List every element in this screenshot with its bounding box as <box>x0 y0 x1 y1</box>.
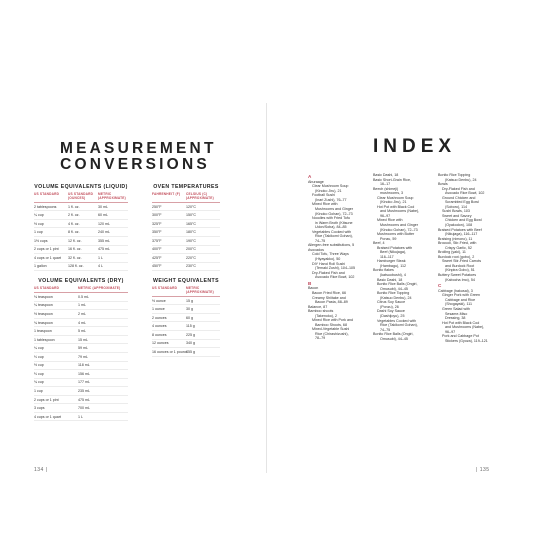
volume-liquid-table <box>34 184 128 271</box>
table-row <box>152 305 220 314</box>
column-header: METRIC (APPROXIMATE) <box>186 286 214 294</box>
index-entry-continuation: Bamboo Shoots, 68 <box>315 322 347 327</box>
index-subentry: Bonito Rice Balls (Ongiri, <box>377 282 418 287</box>
index-entry-continuation: and Mushrooms (Nabe), <box>380 209 420 214</box>
table-cell: 1 tablespoon <box>34 337 55 342</box>
index-entry: Avocados <box>308 247 324 252</box>
index-entry-continuation: Rice (Takikomi Gohan), <box>315 234 353 239</box>
table-cell: ¾ cup <box>34 380 44 385</box>
index-subentry: Mushrooms with Butter <box>377 232 415 237</box>
index-subentry: Mixed Rice with <box>312 202 338 207</box>
table-cell: 2 tablespoons <box>34 204 57 209</box>
index-subentry: Citrus Soy Sauce <box>377 300 406 305</box>
table-cell: ¾ teaspoon <box>34 320 53 325</box>
index-subentry: Ground Chicken and <box>442 195 476 200</box>
title-line-2: CONVERSIONS <box>60 156 210 174</box>
table-cell: 177 mL <box>78 380 90 385</box>
index-subentry: Mixed-Vegetable Sushi <box>312 327 350 332</box>
table-cell: 375°F <box>152 238 162 243</box>
column-header: FAHRENHEIT (F) <box>152 192 181 196</box>
table-cell: ½ ounce <box>152 298 166 303</box>
table-cell: 340 g <box>186 341 195 346</box>
index-subentry: Green Salad with <box>442 307 470 311</box>
index-entry: Beech (shimeji) <box>373 186 399 191</box>
page-title <box>60 140 217 174</box>
table-row <box>34 353 128 362</box>
table-cell: 79 mL <box>78 354 88 359</box>
table-row <box>34 404 128 413</box>
table-row <box>34 379 128 388</box>
index-entry: Burdock root (gobo), 2 <box>438 254 475 259</box>
table-row <box>34 387 128 396</box>
table-cell: 1½ cups <box>34 238 48 243</box>
table-row <box>152 237 220 246</box>
index-entry: Bacon <box>308 286 319 291</box>
index-entry-continuation: Omusubi), 44–45 <box>380 336 408 341</box>
index-subentry: Football Sushi <box>312 193 336 198</box>
index-entry: Basic Dashi, 18 <box>373 173 399 177</box>
table-cell: 12 fl. oz. <box>68 238 82 243</box>
table-cell: 15 mL <box>78 337 88 342</box>
table-row <box>152 246 220 255</box>
table-row <box>152 228 220 237</box>
table-title: VOLUME EQUIVALENTS (LIQUID) <box>34 184 128 190</box>
index-entry-continuation: (Kinoko Jiru), 21 <box>380 200 407 205</box>
index-entry-continuation: and Mushrooms (Nabe), <box>445 325 485 330</box>
index-entry: Bonito Rice Topping <box>438 173 471 177</box>
index-subentry: Mixed Rice with <box>377 218 403 223</box>
weight-equivalents-table <box>152 278 220 357</box>
index-entry-continuation: Chicken and Egg Bowl <box>445 218 482 223</box>
table-row <box>34 263 128 272</box>
index-subentry: Sushi Bowls, 103 <box>442 209 470 214</box>
table-body <box>34 203 128 271</box>
index-subentry: Bacon Fried Rice, 66 <box>312 290 346 295</box>
table-cell: ½ cup <box>34 363 44 368</box>
table-cell: 180°C <box>186 230 197 235</box>
table-row <box>152 331 220 340</box>
index-entry-continuation: (Inari Zushi), 76–77 <box>315 197 347 202</box>
table-cell: 150°C <box>186 213 197 218</box>
table-cell: 1 teaspoon <box>34 329 52 334</box>
table-cell: 190°C <box>186 238 197 243</box>
table-row <box>34 246 128 255</box>
table-cell: 4 cups or 1 quart <box>34 255 61 260</box>
index-subentry: Sweet and Savory <box>442 213 472 218</box>
index-entry-continuation: Crispy Garlic, 52 <box>445 245 472 250</box>
table-cell: 3 cups <box>34 406 45 411</box>
index-entry-continuation: 96–97 <box>380 213 391 218</box>
column-header: US STANDARD <box>34 286 60 290</box>
index-entry-continuation: (Katsuo Denbu), 24 <box>380 295 412 300</box>
table-cell: 1 cup <box>34 230 43 235</box>
index-column-1 <box>308 173 368 341</box>
index-entry-continuation: (Hambagu), 112 <box>380 263 407 268</box>
table-cell: 700 mL <box>78 406 90 411</box>
table-cell: ¼ cup <box>34 346 44 351</box>
table-cell: ⅔ cup <box>34 371 44 376</box>
index-title: INDEX <box>373 136 457 157</box>
index-entry: Basic Short-Grain Rice, <box>373 177 412 182</box>
index-entry: Beef, 4 <box>373 241 385 246</box>
table-body <box>34 293 128 421</box>
index-subentry: Basic Dashi, 18 <box>377 277 403 282</box>
index-subentry: Clear Mushroom Soup <box>312 184 349 189</box>
table-row <box>152 203 220 212</box>
table-cell: 220°C <box>186 255 197 260</box>
table-cell: 400°F <box>152 247 162 252</box>
index-entry-continuation: (katsuobushi), 4 <box>380 273 406 278</box>
index-subentry: Creamy Shiitake and <box>312 295 346 300</box>
index-subentry: Dashi Soy Sauce <box>377 309 405 314</box>
index-subentry: Dry-Flaked Fish and <box>312 270 345 275</box>
index-entry-continuation: (Kinoko Gohan), 72–73 <box>380 227 418 232</box>
table-row <box>34 344 128 353</box>
index-entry-continuation: 96–97 <box>445 329 456 334</box>
table-cell: 230°C <box>186 264 197 269</box>
table-cell: 0.5 mL <box>78 294 89 299</box>
table-cell: 4 ounces <box>152 324 167 329</box>
table-cell: 12 ounces <box>152 341 169 346</box>
table-row <box>152 297 220 306</box>
index-entry-continuation: (Kinoko Gohan), 72–73 <box>315 211 353 216</box>
table-row <box>152 263 220 272</box>
oven-temperatures-table <box>152 184 220 271</box>
table-cell: 200°C <box>186 247 197 252</box>
index-subentry: Ginger Pork with Green <box>442 293 481 298</box>
table-row <box>34 370 128 379</box>
table-cell: 240 mL <box>98 230 110 235</box>
table-body <box>152 203 220 271</box>
table-cell: 4 mL <box>78 320 86 325</box>
index-entry: Bonito Rice Balls (Ongiri, <box>373 332 414 337</box>
index-subentry: Bonito Rice Topping <box>377 291 410 296</box>
index-subentry: Pork and Cabbage Pot <box>442 334 479 339</box>
table-row <box>152 211 220 220</box>
table-body <box>152 297 220 357</box>
table-row <box>34 237 128 246</box>
index-entry-continuation: (Dashijoyu), 25 <box>380 313 405 318</box>
book-spread <box>0 103 533 473</box>
index-entry-continuation: Avocado Rice Bowl, 102 <box>315 275 355 280</box>
table-cell: ½ teaspoon <box>34 312 53 317</box>
table-row <box>34 302 128 311</box>
right-page <box>267 103 533 473</box>
table-header <box>34 193 128 203</box>
index-entry-continuation: 74–75 <box>380 327 391 332</box>
page-number: | 135 <box>476 467 490 473</box>
index-entry-continuation: (Kabocha Imo), 54 <box>445 277 475 282</box>
table-cell: 300°F <box>152 213 162 218</box>
table-row <box>34 211 128 220</box>
table-cell: 455 g <box>186 349 195 354</box>
table-cell: 1 L <box>78 414 83 419</box>
index-subentry: Braised Potatoes with <box>377 245 413 250</box>
table-cell: 115 g <box>186 324 195 329</box>
table-cell: 120 mL <box>98 221 110 226</box>
index-entry-continuation: Bacon Pasta, 88–89 <box>315 300 348 305</box>
table-cell: 8 fl. oz. <box>68 230 80 235</box>
index-entry-continuation: Rice (Chirashizushi), <box>315 331 349 336</box>
index-entry-continuation: (Kinpira Gobo), 51 <box>445 268 475 273</box>
column-header: US STANDARD <box>152 286 178 290</box>
table-cell: 2 ounces <box>152 315 167 320</box>
index-entry-continuation: 16–17 <box>380 182 391 187</box>
table-cell: ½ cup <box>34 221 44 226</box>
index-column-3 <box>438 173 498 343</box>
index-subentry: Clear Mushroom Soup <box>377 195 414 200</box>
index-subentry: Mixed Rice with Pork and <box>312 318 354 323</box>
table-cell: 1 L <box>98 255 103 260</box>
table-cell: 350°F <box>152 230 162 235</box>
table-cell: 475 mL <box>98 247 110 252</box>
table-row <box>34 396 128 405</box>
table-row <box>34 310 128 319</box>
table-cell: ¼ teaspoon <box>34 303 53 308</box>
table-cell: 4 fl. oz. <box>68 221 80 226</box>
column-header: US STANDARD (OUNCES) <box>68 192 94 200</box>
index-entry-continuation: Omusubi), 44–45 <box>380 286 408 291</box>
index-entry-continuation: Avocado Rice Bowl, 102 <box>445 191 485 196</box>
table-cell: 1 cup <box>34 388 43 393</box>
table-cell: 450°F <box>152 264 162 269</box>
table-cell: 1 gallon <box>34 264 47 269</box>
table-row <box>152 254 220 263</box>
index-subentry: Dry-Flaked Fish and <box>442 186 475 191</box>
index-entry-continuation: Sesame-Miso <box>445 311 468 316</box>
index-entry-continuation: (Ponzu), 26 <box>380 304 399 309</box>
index-entry: Bowls <box>438 182 448 187</box>
table-cell: 1 ounce <box>152 307 165 312</box>
table-row <box>152 322 220 331</box>
table-cell: 60 g <box>186 315 193 320</box>
table-row <box>34 362 128 371</box>
table-cell: 225 g <box>186 332 195 337</box>
index-subentry: Vegetables Cooked with <box>312 229 352 234</box>
index-entry-continuation: (Hiyayakko), 50 <box>315 256 341 261</box>
table-cell: 156 mL <box>78 371 90 376</box>
table-row <box>34 203 128 212</box>
table-cell: 250°F <box>152 204 162 209</box>
index-entry: Cabbage (hakusai), 3 <box>438 288 473 293</box>
index-entry-continuation: in Warm Broth (Kitsune <box>315 220 353 225</box>
index-entry: Bonito flakes <box>373 268 394 273</box>
index-entry-continuation: (Kinoko Jiru), 21 <box>315 188 342 193</box>
table-cell: 120°C <box>186 204 197 209</box>
table-row <box>34 228 128 237</box>
table-row <box>34 336 128 345</box>
index-entry-continuation: 78–79 <box>315 336 326 341</box>
volume-dry-table <box>34 278 128 421</box>
index-entry-continuation: Mushrooms and Ginger <box>380 223 419 228</box>
index-entry: Buttery Sweet Potatoes <box>438 273 477 278</box>
table-row <box>152 220 220 229</box>
index-entry-continuation: Mushrooms and Ginger <box>315 206 354 211</box>
index-letter-heading: A <box>308 174 312 180</box>
table-cell: 4 L <box>98 264 103 269</box>
index-subentry: Hamburger Steak <box>377 259 406 264</box>
table-header <box>152 287 220 297</box>
table-cell: 1 fl. oz. <box>68 204 80 209</box>
left-page <box>0 103 266 473</box>
table-row <box>152 340 220 349</box>
index-entry-continuation: (Nikujaga), 116–117 <box>445 232 478 237</box>
table-cell: 1 mL <box>78 303 86 308</box>
table-cell: 235 mL <box>78 388 90 393</box>
table-cell: 118 mL <box>78 363 90 368</box>
index-entry-continuation: (Oyakodon), 108 <box>445 223 473 228</box>
table-cell: 30 g <box>186 307 193 312</box>
index-entry-continuation: (Takenoko), 2 <box>315 313 338 318</box>
index-entry-continuation: mushrooms, 3 <box>380 191 404 196</box>
table-cell: ¼ cup <box>34 213 44 218</box>
index-entry-continuation: Scrambled Egg Bowl <box>445 200 479 205</box>
index-entry: Bamboo shoots <box>308 309 334 314</box>
table-cell: 475 mL <box>78 397 90 402</box>
index-entry: Broiling (yaki), 11 <box>438 250 466 255</box>
index-subentry: Sweet Stir-Fried Carrots <box>442 259 482 264</box>
table-title: OVEN TEMPERATURES <box>153 184 219 190</box>
table-row <box>34 319 128 328</box>
table-cell: 425°F <box>152 255 162 260</box>
index-entry-continuation: Rice (Takikomi Gohan), <box>380 323 418 328</box>
index-entry-continuation: Cabbage and Rice <box>445 297 476 302</box>
table-title: WEIGHT EQUIVALENTS <box>153 278 219 284</box>
index-subentry: Vegetables Cooked with <box>377 318 417 323</box>
index-letter-heading: B <box>308 280 312 286</box>
index-entry-continuation: 116–117 <box>380 254 394 259</box>
column-header: METRIC (APPROXIMATE) <box>98 192 126 200</box>
table-cell: 2 cups or 1 pint <box>34 397 59 402</box>
index-subentry: DIY Hand Roll Sushi <box>312 261 346 266</box>
index-entry-continuation: Ponzu, 59 <box>380 236 397 241</box>
index-entry: Allergen-free substitutions, 5 <box>308 243 355 248</box>
index-subentry: Hot Pot with Black Cod <box>377 204 415 209</box>
index-entry-continuation: 74–75 <box>315 238 326 243</box>
table-row <box>34 413 128 422</box>
table-cell: 128 fl. oz. <box>68 264 84 269</box>
column-header: US STANDARD <box>34 192 60 196</box>
table-cell: 2 fl. oz. <box>68 213 80 218</box>
table-row <box>34 220 128 229</box>
column-header: METRIC (APPROXIMATE) <box>78 286 121 290</box>
table-cell: 8 ounces <box>152 332 167 337</box>
index-column-2 <box>373 173 433 341</box>
table-row <box>152 314 220 323</box>
table-cell: 59 mL <box>78 346 88 351</box>
table-cell: 30 mL <box>98 204 108 209</box>
index-letter-heading: C <box>438 283 442 289</box>
index-entry-continuation: Dressing, 38 <box>445 316 466 321</box>
index-entry-continuation: (Temaki Zushi), 104–105 <box>315 266 356 271</box>
index-entry: Aburaage <box>308 179 324 184</box>
table-cell: 15 g <box>186 298 193 303</box>
table-cell: 325°F <box>152 221 162 226</box>
table-cell: 165°C <box>186 221 197 226</box>
index-subentry: Hot Pot with Black Cod <box>442 320 480 325</box>
table-cell: 60 mL <box>98 213 108 218</box>
table-cell: ⅛ teaspoon <box>34 294 53 299</box>
index-entry-continuation: Beef (Nikujaga), <box>380 250 407 255</box>
table-cell: 2 cups or 1 pint <box>34 247 59 252</box>
table-cell: 16 fl. oz. <box>68 247 82 252</box>
table-cell: 16 ounces or 1 pound <box>152 349 187 354</box>
table-title: VOLUME EQUIVALENTS (DRY) <box>38 278 124 284</box>
column-header: CELSIUS (C) (APPROXIMATE) <box>186 192 214 200</box>
table-cell: 32 fl. oz. <box>68 255 82 260</box>
index-entry-continuation: (Shogayaki), 111 <box>445 302 472 307</box>
index-entry-continuation: (Katsuo Denbu), 24 <box>445 177 477 182</box>
table-header <box>152 193 220 203</box>
page-number: 134 | <box>34 467 48 473</box>
index-entry-continuation: (Soboro), 114 <box>445 204 467 209</box>
index-entry-continuation: and Burdock Root <box>445 263 475 268</box>
table-cell: 355 mL <box>98 238 110 243</box>
index-entry: Braising (nimono), 11 <box>438 236 473 241</box>
index-entry: Braised Potatoes with Beef <box>438 227 482 232</box>
index-subentry: Noodles with Fried Tofu <box>312 216 350 221</box>
table-row <box>34 327 128 336</box>
table-row <box>34 293 128 302</box>
table-cell: ⅓ cup <box>34 354 44 359</box>
index-entry-continuation: Udon/Soba), 84–85 <box>315 225 347 230</box>
table-cell: 5 mL <box>78 329 86 334</box>
table-row <box>152 348 220 357</box>
table-row <box>34 254 128 263</box>
title-line-1: MEASUREMENT <box>60 140 217 157</box>
table-cell: 4 cups or 1 quart <box>34 414 61 419</box>
index-entry: Broccoli, Stir-Fried, with <box>438 241 477 246</box>
index-subentry: Cold Tofu, Three Ways <box>312 252 349 257</box>
table-cell: 2 mL <box>78 312 86 317</box>
index-entry: Balance, 87 <box>308 304 328 309</box>
index-entry-continuation: Stickers (Gyoza), 119–121 <box>445 338 488 343</box>
